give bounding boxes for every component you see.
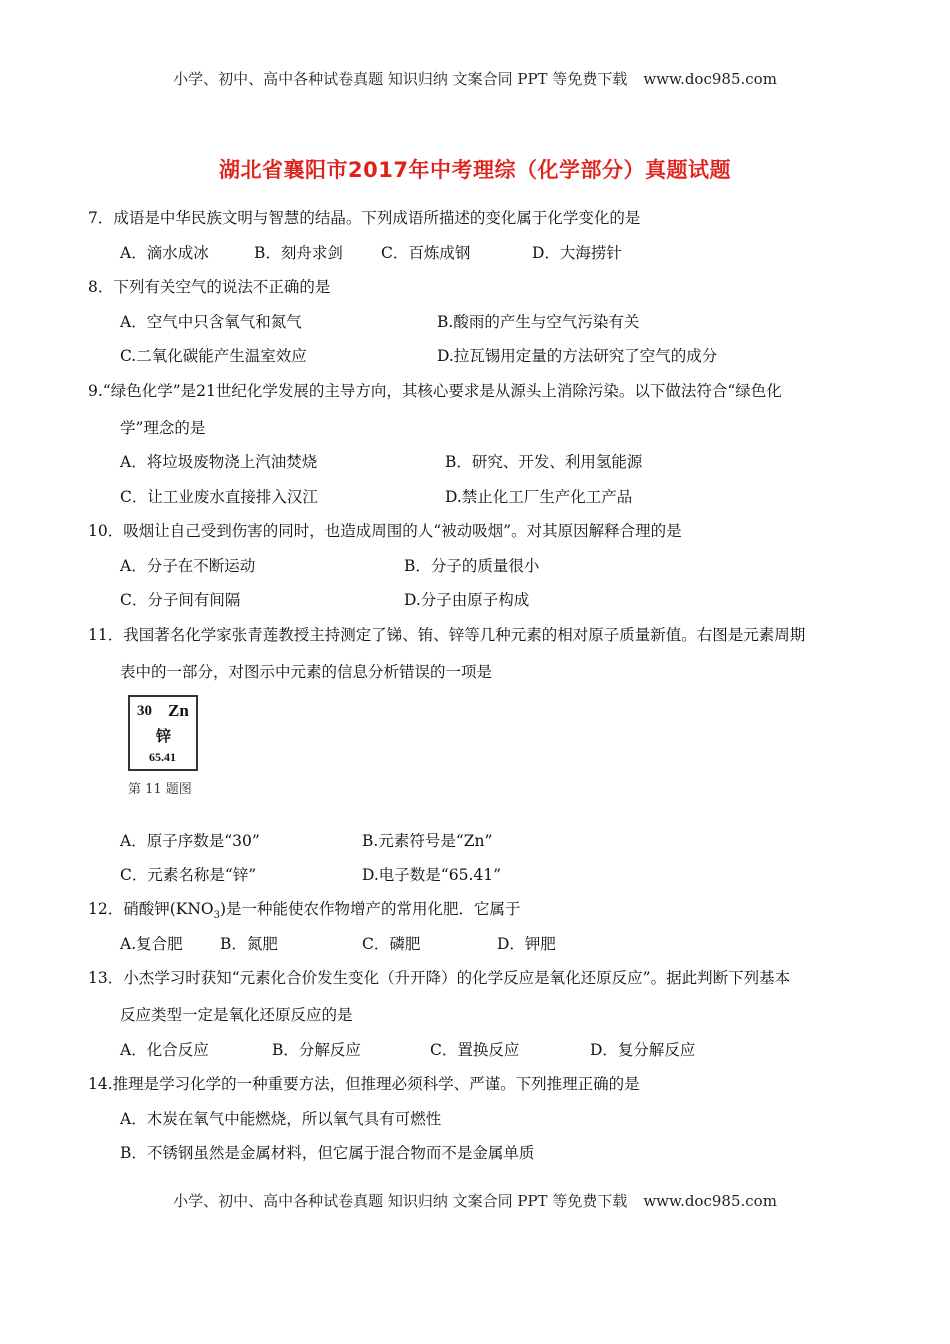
question-8-stem: 8．下列有关空气的说法不正确的是: [88, 278, 331, 296]
q9-option-c: C．让工业废水直接排入汉江: [120, 488, 318, 506]
q14-option-a: A．木炭在氧气中能燃烧，所以氧气具有可燃性: [120, 1110, 442, 1128]
q12-stem-post: )是一种能使农作物增产的常用化肥．它属于: [220, 900, 521, 918]
q7-option-d: D．大海捞针: [532, 244, 622, 262]
element-symbol: Zn: [168, 701, 189, 720]
q13-option-c: C．置换反应: [430, 1041, 520, 1059]
header-site-link[interactable]: www.doc985.com: [643, 70, 777, 88]
question-13-stem-line2: 反应类型一定是氧化还原反应的是: [120, 1006, 353, 1024]
exam-title: 湖北省襄阳市2017年中考理综（化学部分）真题试题: [219, 158, 731, 182]
question-14-stem: 14.推理是学习化学的一种重要方法，但推理必须科学、严谨。下列推理正确的是: [88, 1075, 640, 1093]
question-7-stem: 7．成语是中华民族文明与智慧的结晶。下列成语所描述的变化属于化学变化的是: [88, 209, 641, 227]
q10-option-c: C．分子间有间隔: [120, 591, 241, 609]
q14-option-b: B．不锈钢虽然是金属材料，但它属于混合物而不是金属单质: [120, 1144, 535, 1162]
q12-option-a: A.复合肥: [120, 935, 183, 953]
q8-option-c: C.二氧化碳能产生温室效应: [120, 347, 307, 365]
question-11-stem-line1: 11．我国著名化学家张青莲教授主持测定了锑、铕、锌等几种元素的相对原子质量新值。右图是元素周期: [88, 626, 806, 644]
element-name: 锌: [156, 729, 172, 745]
q9-option-d: D.禁止化工厂生产化工产品: [445, 488, 633, 506]
q12-option-b: B．氮肥: [220, 935, 278, 953]
q12-stem-subscript: 3: [213, 910, 220, 922]
header-text: 小学、初中、高中各种试卷真题 知识归纳 文案合同 PPT 等免费下载: [173, 70, 628, 88]
q10-option-b: B．分子的质量很小: [404, 557, 540, 575]
page-footer: [0, 1190, 950, 1211]
q13-option-b: B．分解反应: [272, 1041, 361, 1059]
footer-site-link[interactable]: www.doc985.com: [643, 1192, 777, 1210]
question-12-stem: [88, 899, 521, 926]
q12-stem-pre: 12．硝酸钾(KNO: [88, 900, 214, 918]
q7-option-a: A．滴水成冰: [120, 244, 209, 262]
q10-option-a: A．分子在不断运动: [120, 557, 256, 575]
question-9-stem-line1: 9.“绿色化学”是21世纪化学发展的主导方向，其核心要求是从源头上消除污染。以下做法符合“绿色化: [88, 382, 782, 400]
q11-option-d: D.电子数是“65.41”: [362, 866, 502, 884]
q13-option-a: A．化合反应: [120, 1041, 209, 1059]
q12-option-d: D．钾肥: [497, 935, 556, 953]
question-11-stem-line2: 表中的一部分，对图示中元素的信息分析错误的一项是: [120, 663, 493, 681]
q10-option-d: D.分子由原子构成: [404, 591, 530, 609]
q9-option-b: B．研究、开发、利用氢能源: [445, 453, 643, 471]
q8-option-b: B.酸雨的产生与空气污染有关: [437, 313, 640, 331]
page-header: [0, 68, 950, 89]
q7-option-c: C．百炼成钢: [381, 244, 471, 262]
element-zn-tile: [128, 695, 198, 771]
figure-caption: 第 11 题图: [128, 782, 192, 797]
atomic-number: 30: [137, 703, 152, 719]
q13-option-d: D．复分解反应: [590, 1041, 696, 1059]
q7-option-b: B．刻舟求剑: [254, 244, 343, 262]
q11-option-c: C．元素名称是“锌”: [120, 866, 257, 884]
q8-option-d: D.拉瓦锡用定量的方法研究了空气的成分: [437, 347, 718, 365]
q9-option-a: A．将垃圾废物浇上汽油焚烧: [120, 453, 318, 471]
q12-option-c: C．磷肥: [362, 935, 421, 953]
q8-option-a: A．空气中只含氧气和氮气: [120, 313, 302, 331]
question-13-stem-line1: 13．小杰学习时获知“元素化合价发生变化（升开降）的化学反应是氧化还原反应”。据此判断下列基本: [88, 969, 791, 987]
atomic-mass: 65.41: [149, 750, 176, 764]
question-10-stem: 10．吸烟让自己受到伤害的同时，也造成周围的人“被动吸烟”。对其原因解释合理的是: [88, 522, 682, 540]
question-9-stem-line2: 学”理念的是: [120, 419, 206, 437]
q11-option-b: B.元素符号是“Zn”: [362, 832, 493, 850]
q11-option-a: A．原子序数是“30”: [120, 832, 260, 850]
footer-text: 小学、初中、高中各种试卷真题 知识归纳 文案合同 PPT 等免费下载: [173, 1192, 628, 1210]
